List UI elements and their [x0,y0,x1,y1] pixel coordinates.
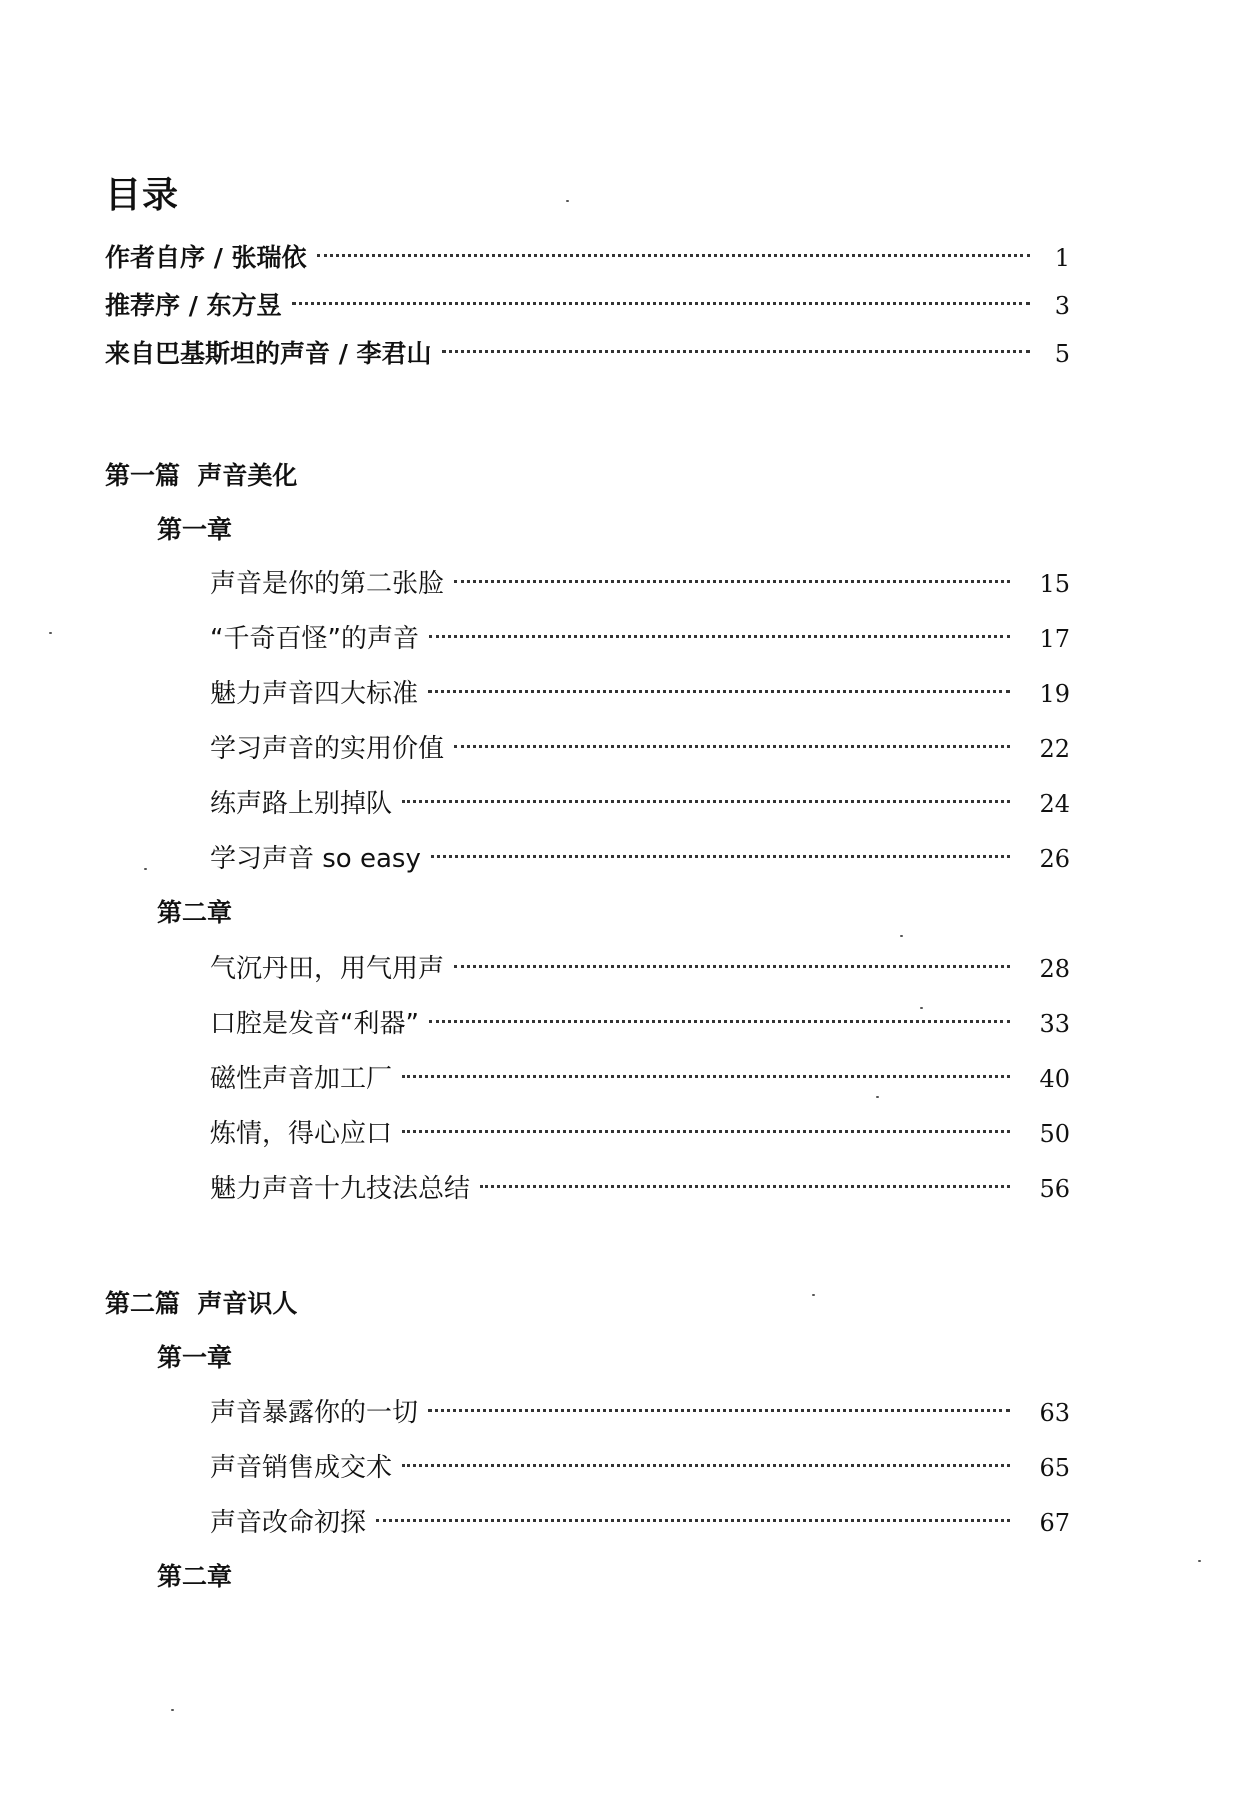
toc-entry-page: 22 [1039,735,1070,763]
toc-entry-label: 口腔是发音“利器” [210,1009,419,1039]
dot-leader [454,580,1010,583]
toc-entry-recommended-preface [105,286,1070,326]
toc-entry-page: 50 [1039,1120,1070,1148]
toc-entry-author-preface [105,238,1070,278]
dot-leader [292,302,1030,305]
toc-entry-page: 40 [1039,1065,1070,1093]
toc-entry-page: 28 [1039,955,1070,983]
toc-entry [210,1169,1070,1209]
scan-speck [876,1096,879,1098]
toc-entry-page: 26 [1039,845,1070,873]
toc-entry-page: 56 [1039,1175,1070,1203]
toc-entry-label: 声音暴露你的一切 [210,1398,419,1428]
toc-entry [210,619,1070,659]
toc-entry [210,1448,1070,1488]
scan-speck [49,632,52,634]
toc-entry-label: 声音销售成交术 [210,1453,393,1483]
toc-entry-label: 气沉丹田，用气用声 [210,954,445,984]
toc-entry-page: 1 [1054,244,1070,272]
toc-entry-label: 推荐序 / 东方昱 [105,291,282,320]
dot-leader [428,690,1010,693]
toc-entry [210,839,1070,879]
chapter-heading: 第一章 [157,1343,233,1372]
dot-leader [431,855,1010,858]
dot-leader [442,350,1030,353]
toc-entry-label: 魅力声音十九技法总结 [210,1174,471,1204]
dot-leader [480,1185,1010,1188]
toc-entry-label: 作者自序 / 张瑞依 [105,243,307,272]
scan-speck [171,1709,174,1711]
toc-entry-page: 19 [1039,680,1070,708]
toc-entry-label: 练声路上别掉队 [210,789,393,819]
toc-entry-page: 63 [1039,1399,1070,1427]
chapter-heading: 第一章 [157,515,233,544]
chapter-heading: 第二章 [157,1562,233,1591]
scan-speck [920,1007,923,1009]
toc-entry [210,564,1070,604]
scan-speck [1198,1560,1201,1562]
toc-entry [210,1004,1070,1044]
toc-entry-page: 15 [1039,570,1070,598]
toc-entry [210,1059,1070,1099]
toc-entry-label: 声音是你的第二张脸 [210,569,445,599]
toc-entry-page: 17 [1039,625,1070,653]
scan-speck [144,868,147,870]
toc-entry-label: 学习声音的实用价值 [210,734,445,764]
part-heading: 第一篇 声音美化 [105,461,298,490]
toc-entry [210,1114,1070,1154]
dot-leader [402,1075,1010,1078]
dot-leader [402,1464,1010,1467]
dot-leader [376,1519,1010,1522]
toc-entry-page: 67 [1039,1509,1070,1537]
dot-leader [429,635,1010,638]
dot-leader [428,1409,1010,1412]
scan-speck [900,935,903,937]
toc-entry-page: 3 [1054,292,1070,320]
scan-speck [566,200,569,202]
toc-entry [210,674,1070,714]
toc-entry-label: 魅力声音四大标准 [210,679,419,709]
toc-entry-page: 24 [1039,790,1070,818]
dot-leader [454,965,1010,968]
toc-entry-page: 33 [1039,1010,1070,1038]
toc-entry [210,729,1070,769]
part-heading: 第二篇 声音识人 [105,1289,298,1318]
page-title: 目录 [105,175,180,216]
toc-entry [210,1393,1070,1433]
dot-leader [402,800,1010,803]
toc-entry-label: 炼情，得心应口 [210,1119,393,1149]
dot-leader [429,1020,1010,1023]
chapter-heading: 第二章 [157,898,233,927]
dot-leader [317,254,1030,257]
toc-entry-page: 65 [1039,1454,1070,1482]
toc-entry-label: 来自巴基斯坦的声音 / 李君山 [105,339,432,368]
toc-entry-page: 5 [1054,340,1070,368]
toc-entry [210,784,1070,824]
dot-leader [454,745,1010,748]
toc-entry-label: “千奇百怪”的声音 [210,624,419,654]
scan-speck [812,1294,815,1296]
toc-entry-label: 声音改命初探 [210,1508,367,1538]
toc-entry-label: 学习声音 so easy [210,844,421,874]
toc-entry [210,1503,1070,1543]
dot-leader [402,1130,1010,1133]
toc-entry [210,949,1070,989]
toc-entry-voice-from-pakistan [105,334,1070,374]
toc-entry-label: 磁性声音加工厂 [210,1064,393,1094]
